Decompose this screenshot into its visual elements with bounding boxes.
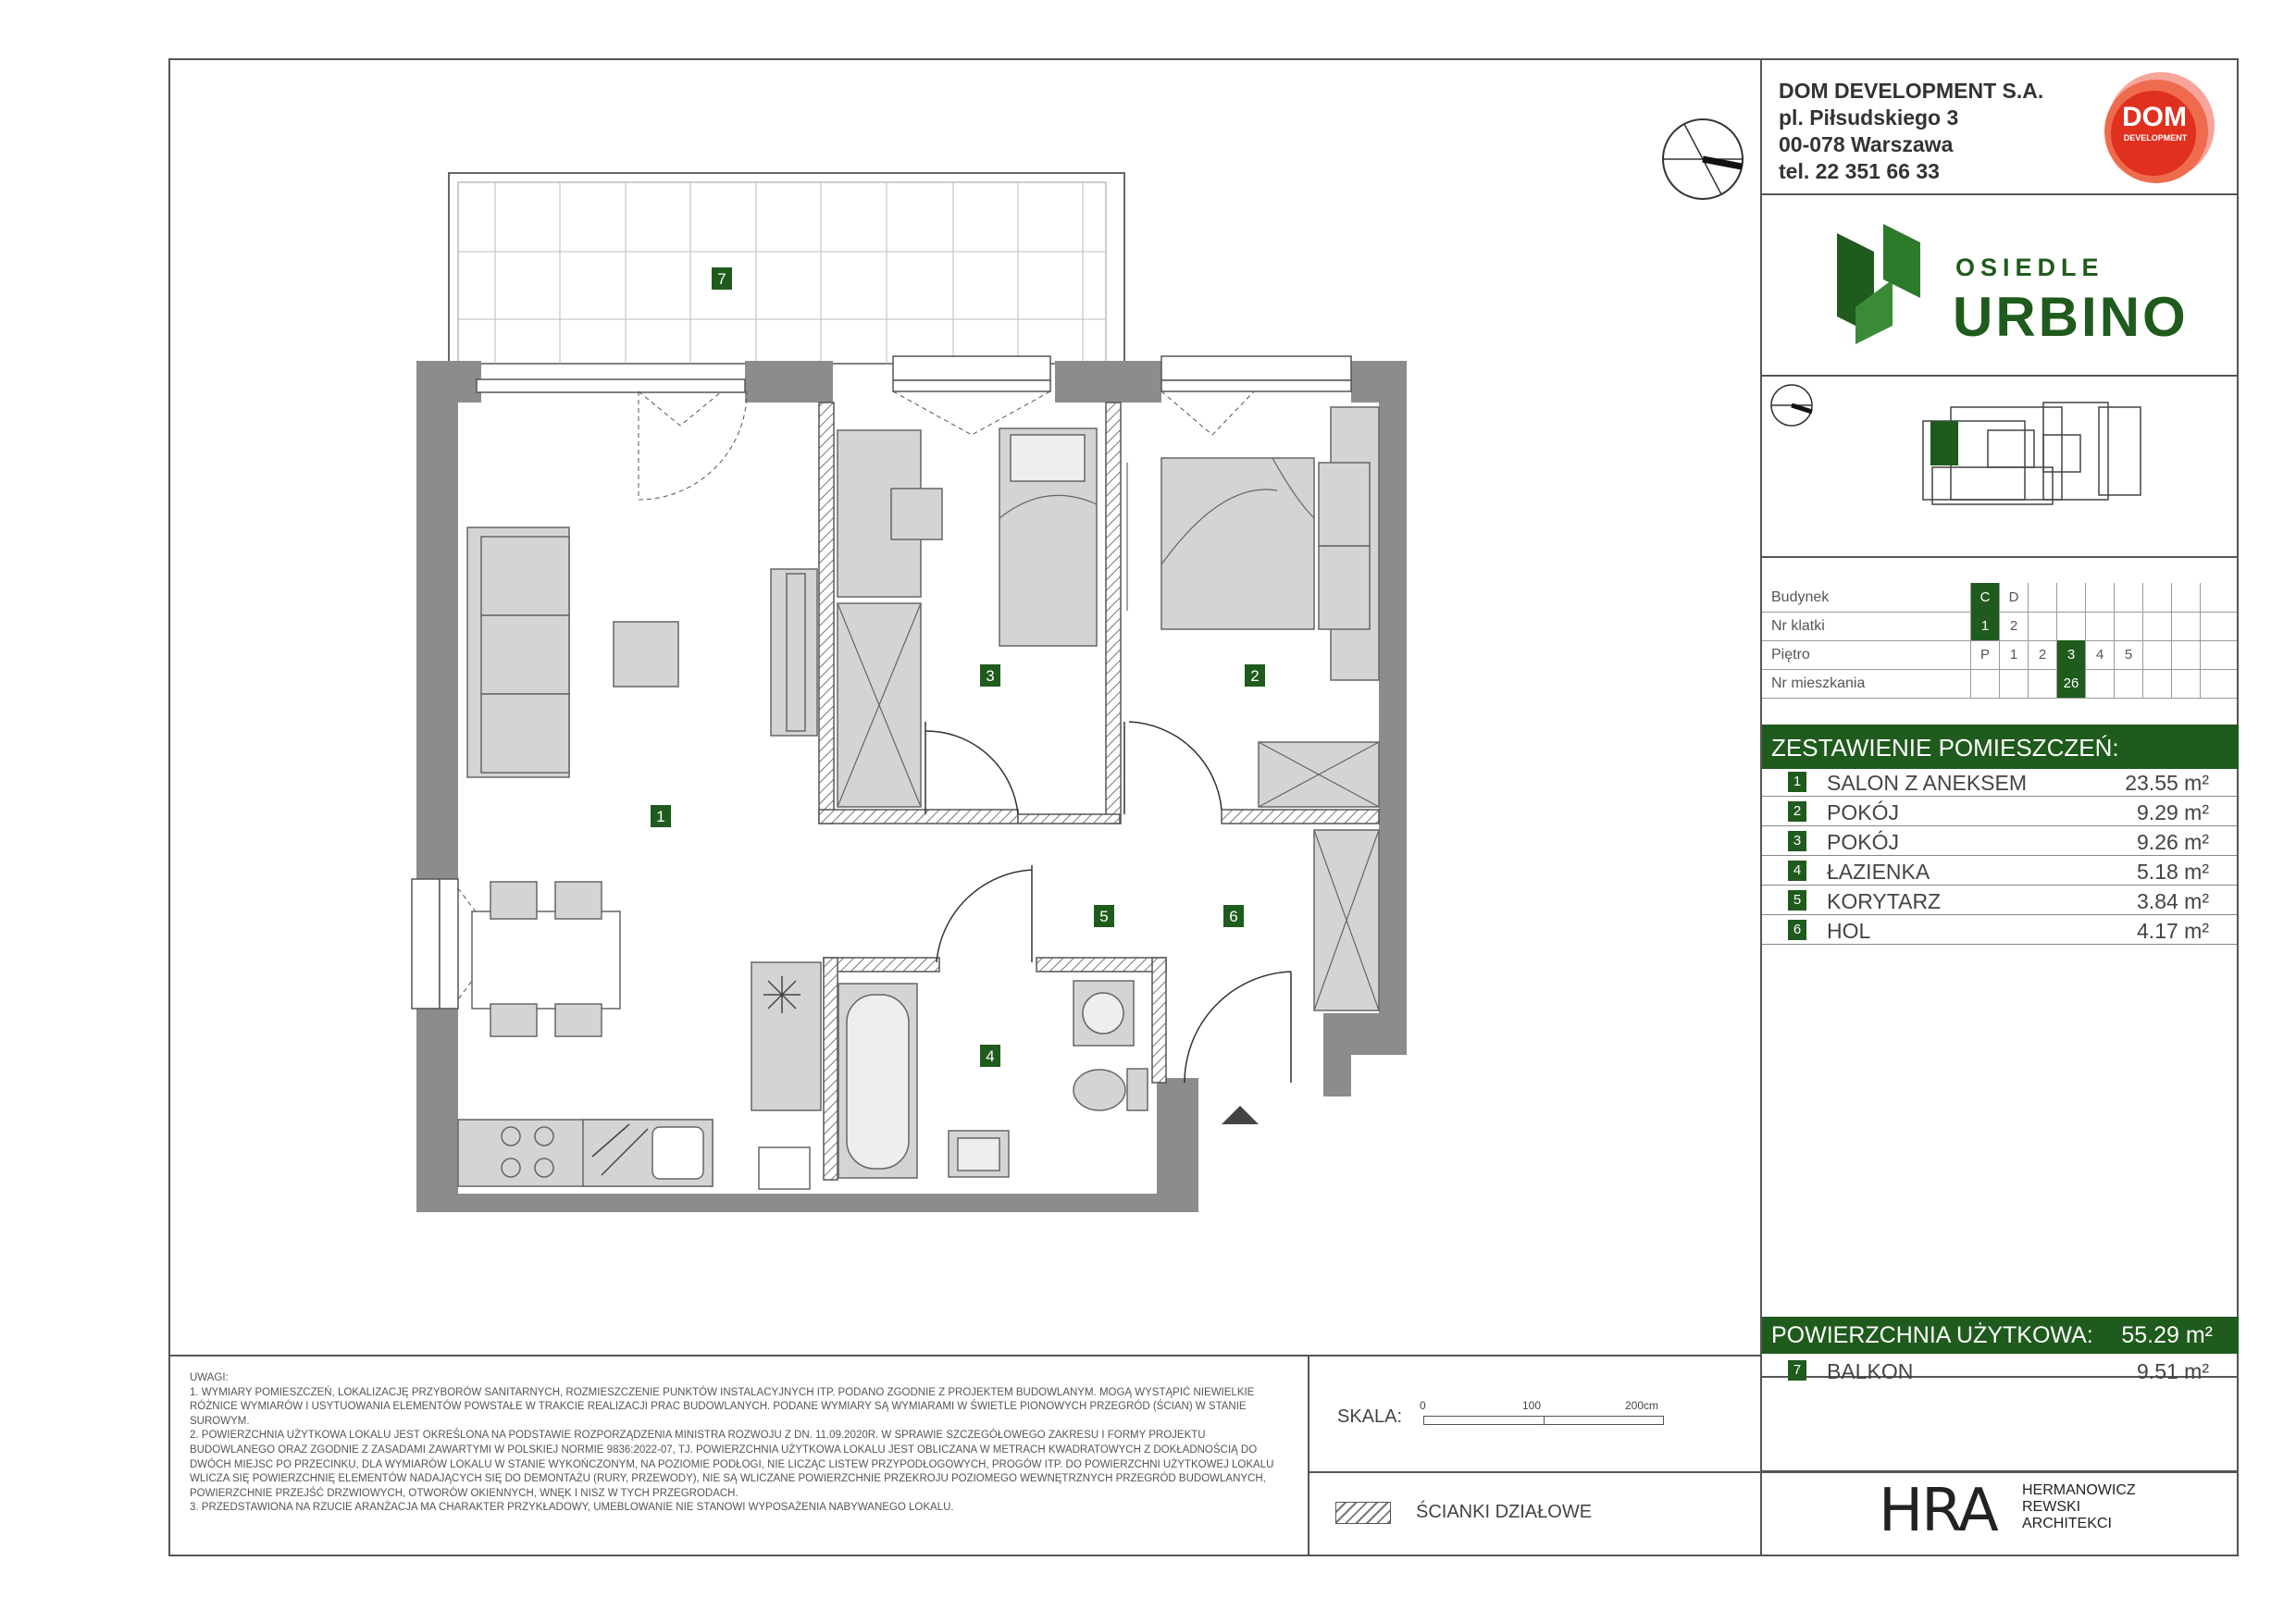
room-row (1762, 769, 2237, 797)
table-cell (2085, 583, 2114, 612)
architect-line3: ARCHITEKCI (2022, 1516, 2112, 1531)
entrance-marker-icon (1222, 1106, 1259, 1124)
room-name: POKÓJ (1827, 830, 1899, 854)
balcony-area: 9.51 m² (2137, 1359, 2209, 1383)
table-cell (1970, 669, 1999, 698)
balcony-number: 7 (1788, 1360, 1806, 1381)
room-number: 5 (1788, 890, 1806, 911)
architect-line1: HERMANOWICZ (2022, 1482, 2136, 1498)
partition-legend-icon (1335, 1502, 1391, 1524)
balcony (449, 173, 1124, 364)
table-cell (1999, 669, 2028, 698)
usable-area-bar (1762, 1317, 2237, 1354)
room-name: KORYTARZ (1827, 889, 1942, 913)
table-cell (2085, 612, 2114, 640)
table-cell (2142, 612, 2171, 640)
table-cell (2171, 669, 2200, 698)
scale-label: SKALA: (1337, 1406, 1403, 1427)
rooms-header-bar (1762, 725, 2237, 769)
table-row-label: Nr mieszkania (1771, 675, 1866, 691)
scale-divider (1308, 1471, 1761, 1473)
table-cell (2142, 669, 2171, 698)
balcony-row (1762, 1357, 2237, 1385)
bottom-divider (168, 1355, 1761, 1357)
room-row-divider (1762, 885, 2237, 886)
north-arrow-icon (1663, 119, 1743, 199)
room-name: HOL (1827, 919, 1871, 943)
room-row-divider (1762, 825, 2237, 826)
logo-text-dom: DOM (2122, 102, 2187, 132)
room-label-3: 3 (986, 667, 995, 685)
company-info (1779, 78, 2043, 185)
room-row (1762, 858, 2237, 886)
room-area: 5.18 m² (2137, 860, 2209, 884)
dom-development-logo (2087, 72, 2226, 191)
table-cell: 3 (2056, 640, 2085, 669)
notes (190, 1371, 1282, 1516)
table-cell: 2 (1999, 612, 2028, 640)
floor-plan (170, 60, 1760, 1357)
table-cell: C (1970, 583, 1999, 612)
selection-table (1762, 583, 2237, 701)
company-address-line2: 00-078 Warszawa (1779, 132, 1954, 156)
rooms-header: ZESTAWIENIE POMIESZCZEŃ: (1771, 734, 2119, 762)
table-row-divider (1762, 698, 2237, 699)
room-number: 6 (1788, 920, 1806, 940)
room-label-1: 1 (656, 808, 665, 825)
room-label-6: 6 (1229, 908, 1238, 925)
usable-area-value: 55.29 m² (2121, 1322, 2213, 1348)
room-label-5: 5 (1099, 908, 1109, 925)
table-cell (2171, 612, 2200, 640)
table-cell: 4 (2085, 640, 2114, 669)
table-cell: 2 (2028, 640, 2056, 669)
table-cell (2142, 583, 2171, 612)
room-area: 23.55 m² (2125, 771, 2209, 795)
room-area: 9.26 m² (2137, 830, 2209, 854)
table-cell (2056, 583, 2085, 612)
living-furniture (458, 527, 821, 1186)
balcony-name: BALKON (1827, 1359, 1914, 1383)
note-2: 2. POWIERZCHNIA UŻYTKOWA LOKALU JEST OKREŚLONA NA PODSTAWIE ROZPORZĄDZENIA MINISTRA ROZWOJU Z DN. 11.09.2020R. W SPRAWIE SZCZEGÓŁOWEGO ZAKRESU I FORMY PROJEKTU BUDOWLANEGO ORAZ ZGODNIE Z ZASADAMI ZAWARTYMI W POLSKIEJ NORMIE 9836:2022-07, TJ. POWIERZCHNIA UŻYTKOWA LOKALU JEST OBLICZANA W METRACH KWADRATOWYCH Z DOKŁADNOŚCIĄ DO DWÓCH MIEJSC PO PRZECINKU, DLA WYMIARÓW LOKALU W STANIE WYKOŃCZONYM, NA POZIOMIE PODŁOGI, NIE LICZĄC LISTEW PRZYPODŁOGOWYCH, PROGÓW ITP. DO POWIERZCHNI UŻYTKOWEJ LOKALU WLICZA SIĘ POWIERZCHNIĘ ELEMENTÓW NADAJĄCYCH SIĘ DO DEMONTAŻU (RURY, PRZEWODY), NIE SĄ WLICZANE POWIERZCHNIE PRZEKROJU POZIOMEGO WEWNĘTRZNYCH PRZEGRÓD BUDOWLANYCH, POWIERZCHNIE PRZEJŚĆ DRZWIOWYCH, OTWORÓW OKIENNYCH, WNĘK I NISZ W TYCH PRZEGRODACH. (190, 1430, 1274, 1499)
table-cell (2056, 612, 2085, 640)
room-row-divider (1762, 796, 2237, 797)
table-cell (2028, 669, 2056, 698)
table-cell (2171, 583, 2200, 612)
room-label-4: 4 (986, 1047, 995, 1065)
room-row (1762, 887, 2237, 915)
table-row-label: Nr klatki (1771, 618, 1825, 634)
osiedle-urbino-logo (1837, 224, 1920, 349)
architect-line2: REWSKI (2022, 1499, 2081, 1515)
room-number: 4 (1788, 861, 1806, 881)
legend-label: ŚCIANKI DZIAŁOWE (1416, 1502, 1593, 1522)
table-cell (2200, 669, 2228, 698)
table-cell (2028, 612, 2056, 640)
room-row (1762, 917, 2237, 945)
scale-tick-0: 0 (1420, 1399, 1426, 1412)
notes-divider (1308, 1355, 1309, 1555)
table-cell (2114, 583, 2142, 612)
bathroom-fixtures (838, 981, 1148, 1178)
room-row (1762, 828, 2237, 856)
room-name: POKÓJ (1827, 800, 1899, 824)
table-cell (2200, 640, 2228, 669)
room-row (1762, 799, 2237, 826)
note-3: 3. PRZEDSTAWIONA NA RZUCIE ARANŻACJA MA CHARAKTER PRZYKŁADOWY, UMEBLOWANIE NIE STANOWI WYPOSAŻENIA NABYWANEGO LOKALU. (190, 1502, 954, 1514)
room-name: ŁAZIENKA (1827, 860, 1930, 884)
table-cell (2114, 669, 2142, 698)
scale-tick-100: 100 (1522, 1399, 1542, 1412)
scale-tick-200: 200cm (1625, 1399, 1659, 1412)
table-cell (2171, 640, 2200, 669)
room-label-2: 2 (1250, 667, 1260, 685)
project-label-big: URBINO (1953, 286, 2189, 348)
table-cell (2142, 640, 2171, 669)
architect-divider (1760, 1471, 2239, 1473)
table-cell (2114, 612, 2142, 640)
architect-logo-mark: HRA (1879, 1477, 1997, 1545)
table-cell: P (1970, 640, 1999, 669)
scale-bar (1423, 1416, 1664, 1425)
table-cell (2200, 583, 2228, 612)
table-cell: D (1999, 583, 2028, 612)
table-cell: 1 (1970, 612, 1999, 640)
table-cell (2200, 612, 2228, 640)
company-name: DOM DEVELOPMENT S.A. (1779, 79, 2044, 103)
room-row-divider (1762, 855, 2237, 856)
table-cell: 1 (1999, 640, 2028, 669)
room-label-7: 7 (717, 270, 726, 288)
room-area: 3.84 m² (2137, 889, 2209, 913)
notes-title: UWAGI: (190, 1372, 229, 1383)
project-label-small: OSIEDLE (1955, 254, 2104, 281)
room-row-divider (1762, 914, 2237, 915)
room-name: SALON Z ANEKSEM (1827, 771, 2028, 795)
usable-area-label: POWIERZCHNIA UŻYTKOWA: (1771, 1322, 2093, 1348)
room-number: 2 (1788, 801, 1806, 822)
room-row-divider (1762, 944, 2237, 945)
company-phone: tel. 22 351 66 33 (1779, 159, 1940, 183)
key-plan (1766, 379, 2219, 541)
logo-text-development: DEVELOPMENT (2123, 133, 2188, 142)
room-number: 1 (1788, 772, 1806, 792)
table-cell: 26 (2056, 669, 2085, 698)
room-area: 4.17 m² (2137, 919, 2209, 943)
company-address-line1: pl. Piłsudskiego 3 (1779, 105, 1959, 130)
room-area: 9.29 m² (2137, 800, 2209, 824)
room3-furniture (838, 428, 1097, 807)
table-row-label: Budynek (1771, 589, 1830, 605)
table-cell: 5 (2114, 640, 2142, 669)
table-cell (2028, 583, 2056, 612)
table-row-label: Piętro (1771, 647, 1810, 663)
room-number: 3 (1788, 831, 1806, 851)
table-cell (2085, 669, 2114, 698)
note-1: 1. WYMIARY POMIESZCZEŃ, LOKALIZACJĘ PRZYBORÓW SANITARNYCH, ROZMIESZCZENIE PUNKTÓW INSTALACYJNYCH ITP. PODANO ZGODNIE Z PROJEKTEM BUDOWLANYM. MOGĄ WYSTĄPIĆ NIEWIELKIE RÓŻNICE WYMIARÓW I USYTUOWANIA ELEMENTÓW POWSTAŁE W TRAKCIE REALIZACJI PRAC BUDOWLANYCH. PODANE WYMIARY SĄ WYMIARAMI W ŚWIETLE PIONOWYCH PRZEGRÓD (ŚCIAN) W STANIE SUROWYM. (190, 1386, 1255, 1427)
